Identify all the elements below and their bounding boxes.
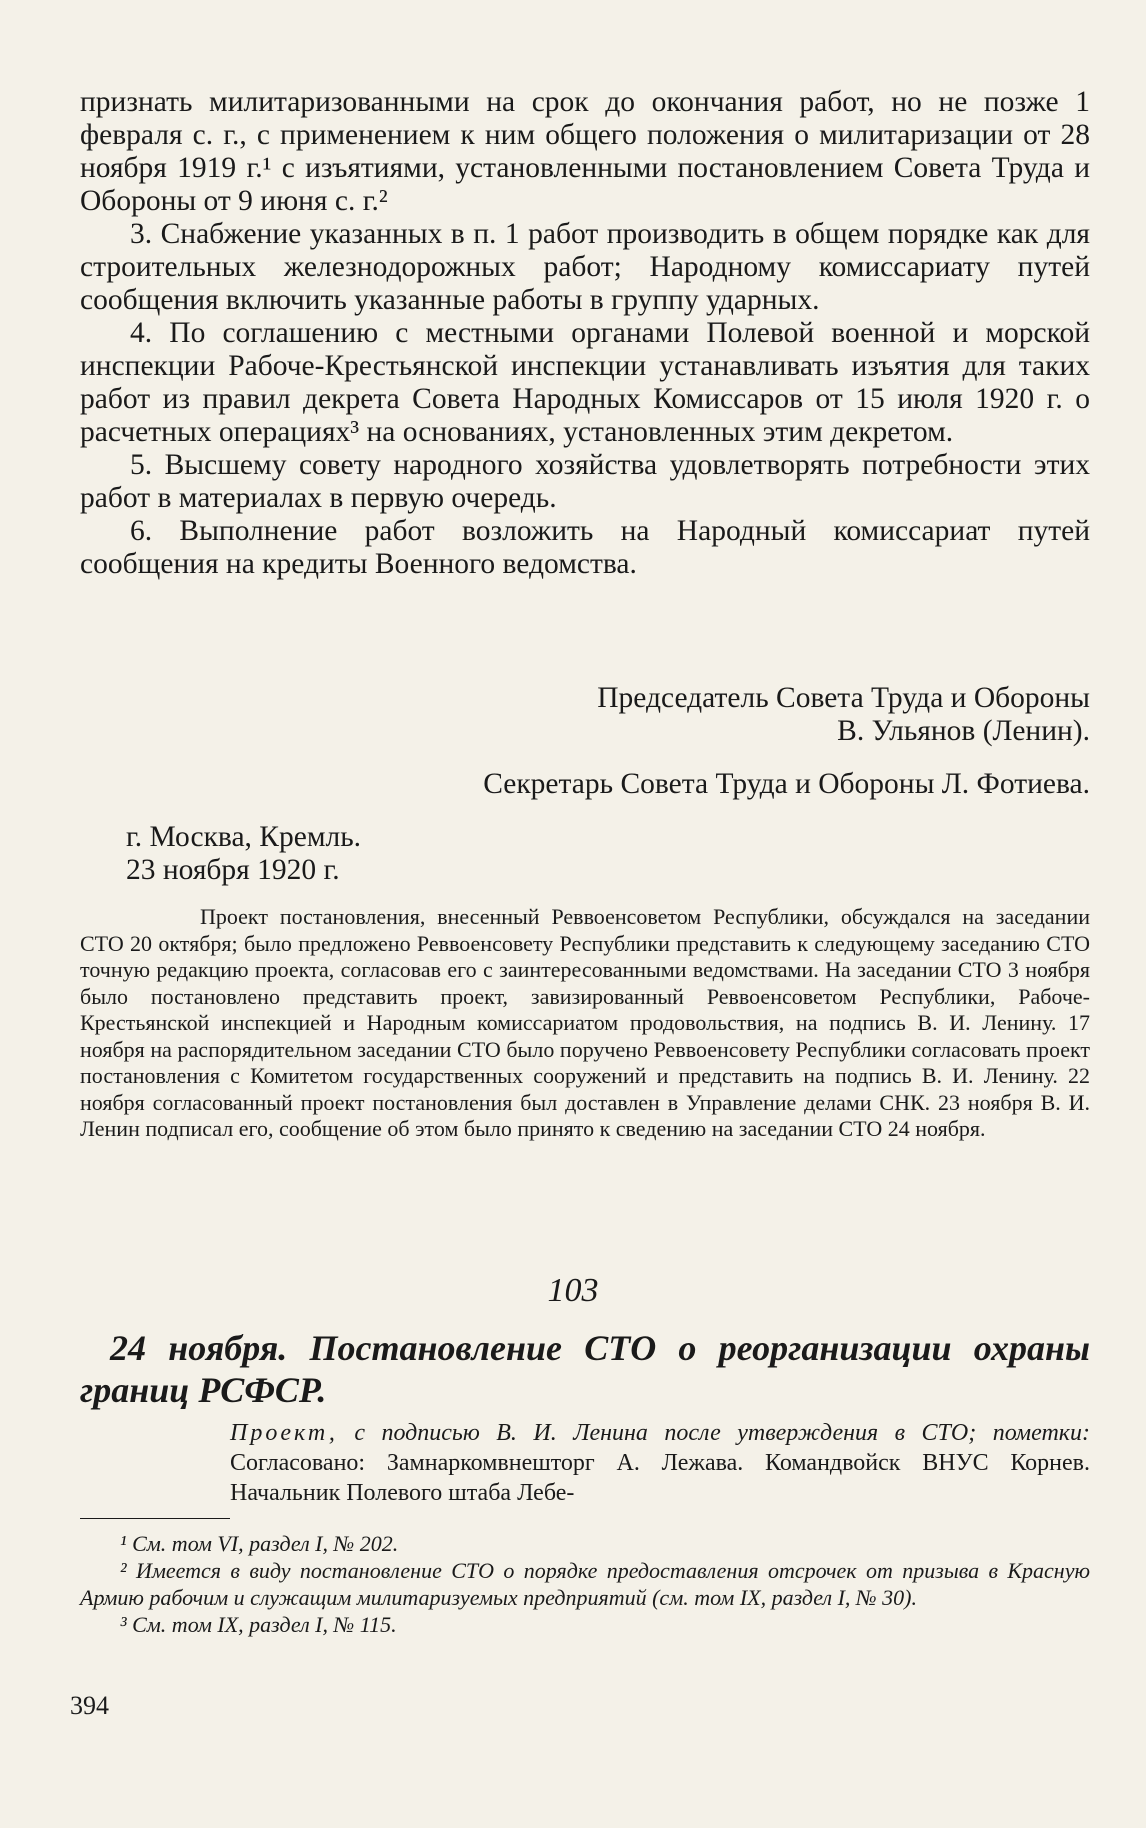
footnote-1: ¹ См. том VI, раздел I, № 202. — [120, 1531, 399, 1556]
paragraph-item-5: 5. Высшему совету народного хозяйства удовлетворять потребности этих работ в материалах в первую очередь. — [80, 449, 1090, 514]
provenance-italic: с подписью В. И. Ленина после утверждения в СТО; пометки: — [354, 1420, 1090, 1446]
chairman-title: Председатель Совета Труда и Обороны — [597, 682, 1090, 714]
main-text — [80, 86, 1090, 581]
footnote-3: ³ См. том IX, раздел I, № 115. — [120, 1612, 397, 1637]
paragraph-item-6: 6. Выполнение работ возложить на Народный комиссариат путей сообщения на кредиты Военного ведомства. — [80, 515, 1090, 580]
document-provenance — [230, 1418, 1090, 1508]
paragraph-item-3: 3. Снабжение указанных в п. 1 работ производить в общем порядке как для строительных железнодорожных работ; Народному комиссариату путей сообщения включить указанные работы в группу ударных. — [80, 218, 1090, 316]
footnotes — [80, 1530, 1090, 1638]
paragraph-item-4: 4. По соглашению с местными органами Полевой военной и морской инспекции Рабоче-Крестьянской инспекции устанавливать изъятия для таких работ из правил декрета Совета Народных Комиссаров от 15 июля 1920 г. о расчетных операциях³ на основаниях, установленных этим декретом. — [80, 317, 1090, 448]
document-number: 103 — [547, 1272, 599, 1309]
editorial-note: Проект постановления, внесенный Реввоенсоветом Республики, обсуждался на заседании СТО 20 октября; было предложено Реввоенсовету Республики представить к следующему заседанию СТО точную редакцию проекта, согласовав его с заинтересованными ведомствами. На заседании СТО 3 ноября было постановлено представить проект, завизированный Реввоенсоветом Республики, Рабоче-Крестьянской инспекцией и Народным комиссариатом продовольствия, на подпись В. И. Ленину. 17 ноября на распорядительном заседании СТО было поручено Реввоенсовету Республики согласовать проект постановления с Комитетом государственных сооружений и представить на подпись В. И. Ленину. 22 ноября согласованный проект постановления был доставлен в Управление делами СНК. 23 ноября В. И. Ленин подписал его, сообщение об этом было принято к сведению на заседании СТО 24 ноября. — [80, 904, 1090, 1141]
footnote-2: ² Имеется в виду постановление СТО о порядке предоставления отсрочек от призыва в Красную Армию рабочим и служащим милитаризуемых предприятий (см. том IX, раздел I, № 30). — [80, 1558, 1090, 1610]
signing-place: г. Москва, Кремль. — [126, 821, 362, 853]
chairman-name: В. Ульянов (Ленин). — [837, 715, 1090, 747]
secretary-signature: Секретарь Совета Труда и Обороны Л. Фотиева. — [483, 768, 1090, 800]
page-number: 394 — [70, 1691, 109, 1720]
footnote-divider — [80, 1518, 230, 1519]
signing-date: 23 ноября 1920 г. — [126, 854, 340, 886]
provenance-label: Проект, — [230, 1420, 338, 1446]
signature-block — [80, 682, 1090, 887]
document-heading: 24 ноября. Постановление СТО о реорганизации охраны границ РСФСР. — [80, 1328, 1090, 1410]
provenance-notes: Согласовано: Замнаркомвнешторг А. Лежава. Командвойск ВНУС Корнев. Начальник Полевого штаба Лебе- — [230, 1450, 1090, 1506]
paragraph-continuation: признать милитаризованными на срок до окончания работ, но не позже 1 февраля с. г., с применением к ним общего положения о милитаризации от 28 ноября 1919 г.¹ с изъятиями, установленными постановлением Совета Труда и Обороны от 9 июня с. г.² — [80, 86, 1090, 217]
